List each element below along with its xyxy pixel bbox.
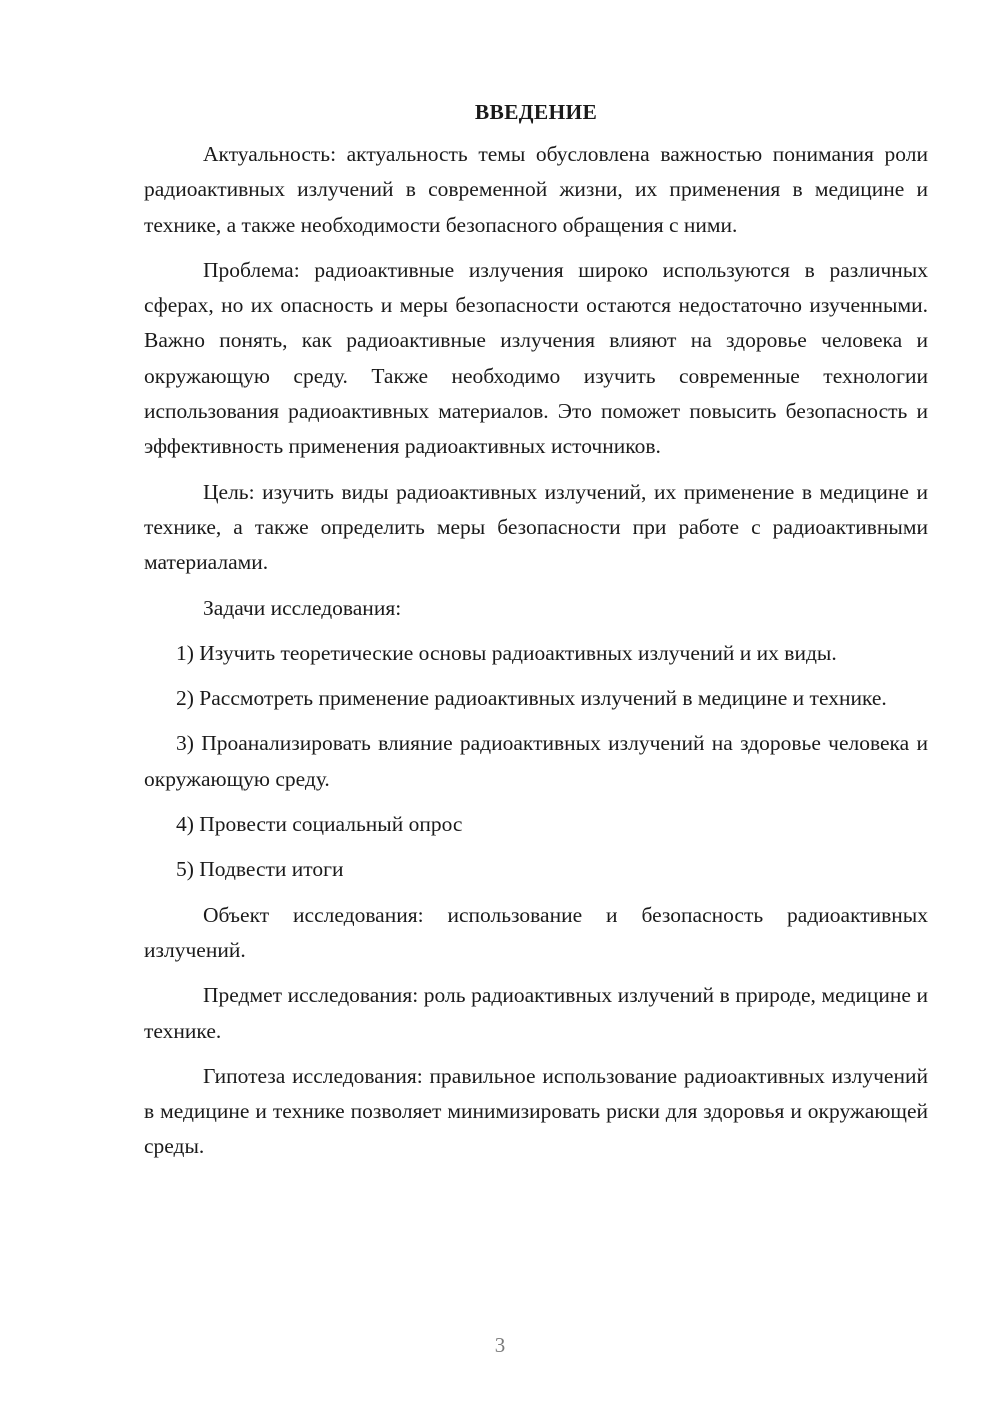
subject-paragraph: Предмет исследования: роль радиоактивных излучений в природе, медицине и технике. [144,983,928,1043]
task-item-5: 5) Подвести итоги [176,857,344,882]
task-item-1: 1) Изучить теоретические основы радиоактивных излучений и их виды. [176,640,837,665]
page-number: 3 [494,1333,506,1357]
object-paragraph: Объект исследования: использование и безопасность радиоактивных излучений. [144,902,928,962]
task-item-3: 3) Проанализировать влияние радиоактивных излучений на здоровье человека и окружающую среду. [144,731,928,791]
goal-paragraph: Цель: изучить виды радиоактивных излучений, их применение в медицине и технике, а также определить меры безопасности при работе с радиоактивными материалами. [144,479,928,575]
task-item-2: 2) Рассмотреть применение радиоактивных излучений в медицине и технике. [176,686,887,711]
hypothesis-paragraph: Гипотеза исследования: правильное использование радиоактивных излучений в медицине и технике позволяет минимизировать риски для здоровья и окружающей среды. [144,1063,928,1159]
problem-paragraph: Проблема: радиоактивные излучения широко используются в различных сферах, но их опасность и меры безопасности остаются недостаточно изученными. Важно понять, как радиоактивные излучения влияют на здоровье человека и окружающую среду. Также необходимо изучить современные технологии использования радиоактивных материалов. Это поможет повысить безопасность и эффективность применения радиоактивных источников. [144,257,928,459]
document-page [144,95,928,1175]
section-title: ВВЕДЕНИЕ [474,100,598,124]
task-item-4: 4) Провести социальный опрос [176,812,463,837]
tasks-heading: Задачи исследования: [203,595,402,620]
relevance-paragraph: Актуальность: актуальность темы обусловлена важностью понимания роли радиоактивных излучений в современной жизни, их применения в медицине и технике, а также необходимости безопасного обращения с ними. [144,142,928,237]
